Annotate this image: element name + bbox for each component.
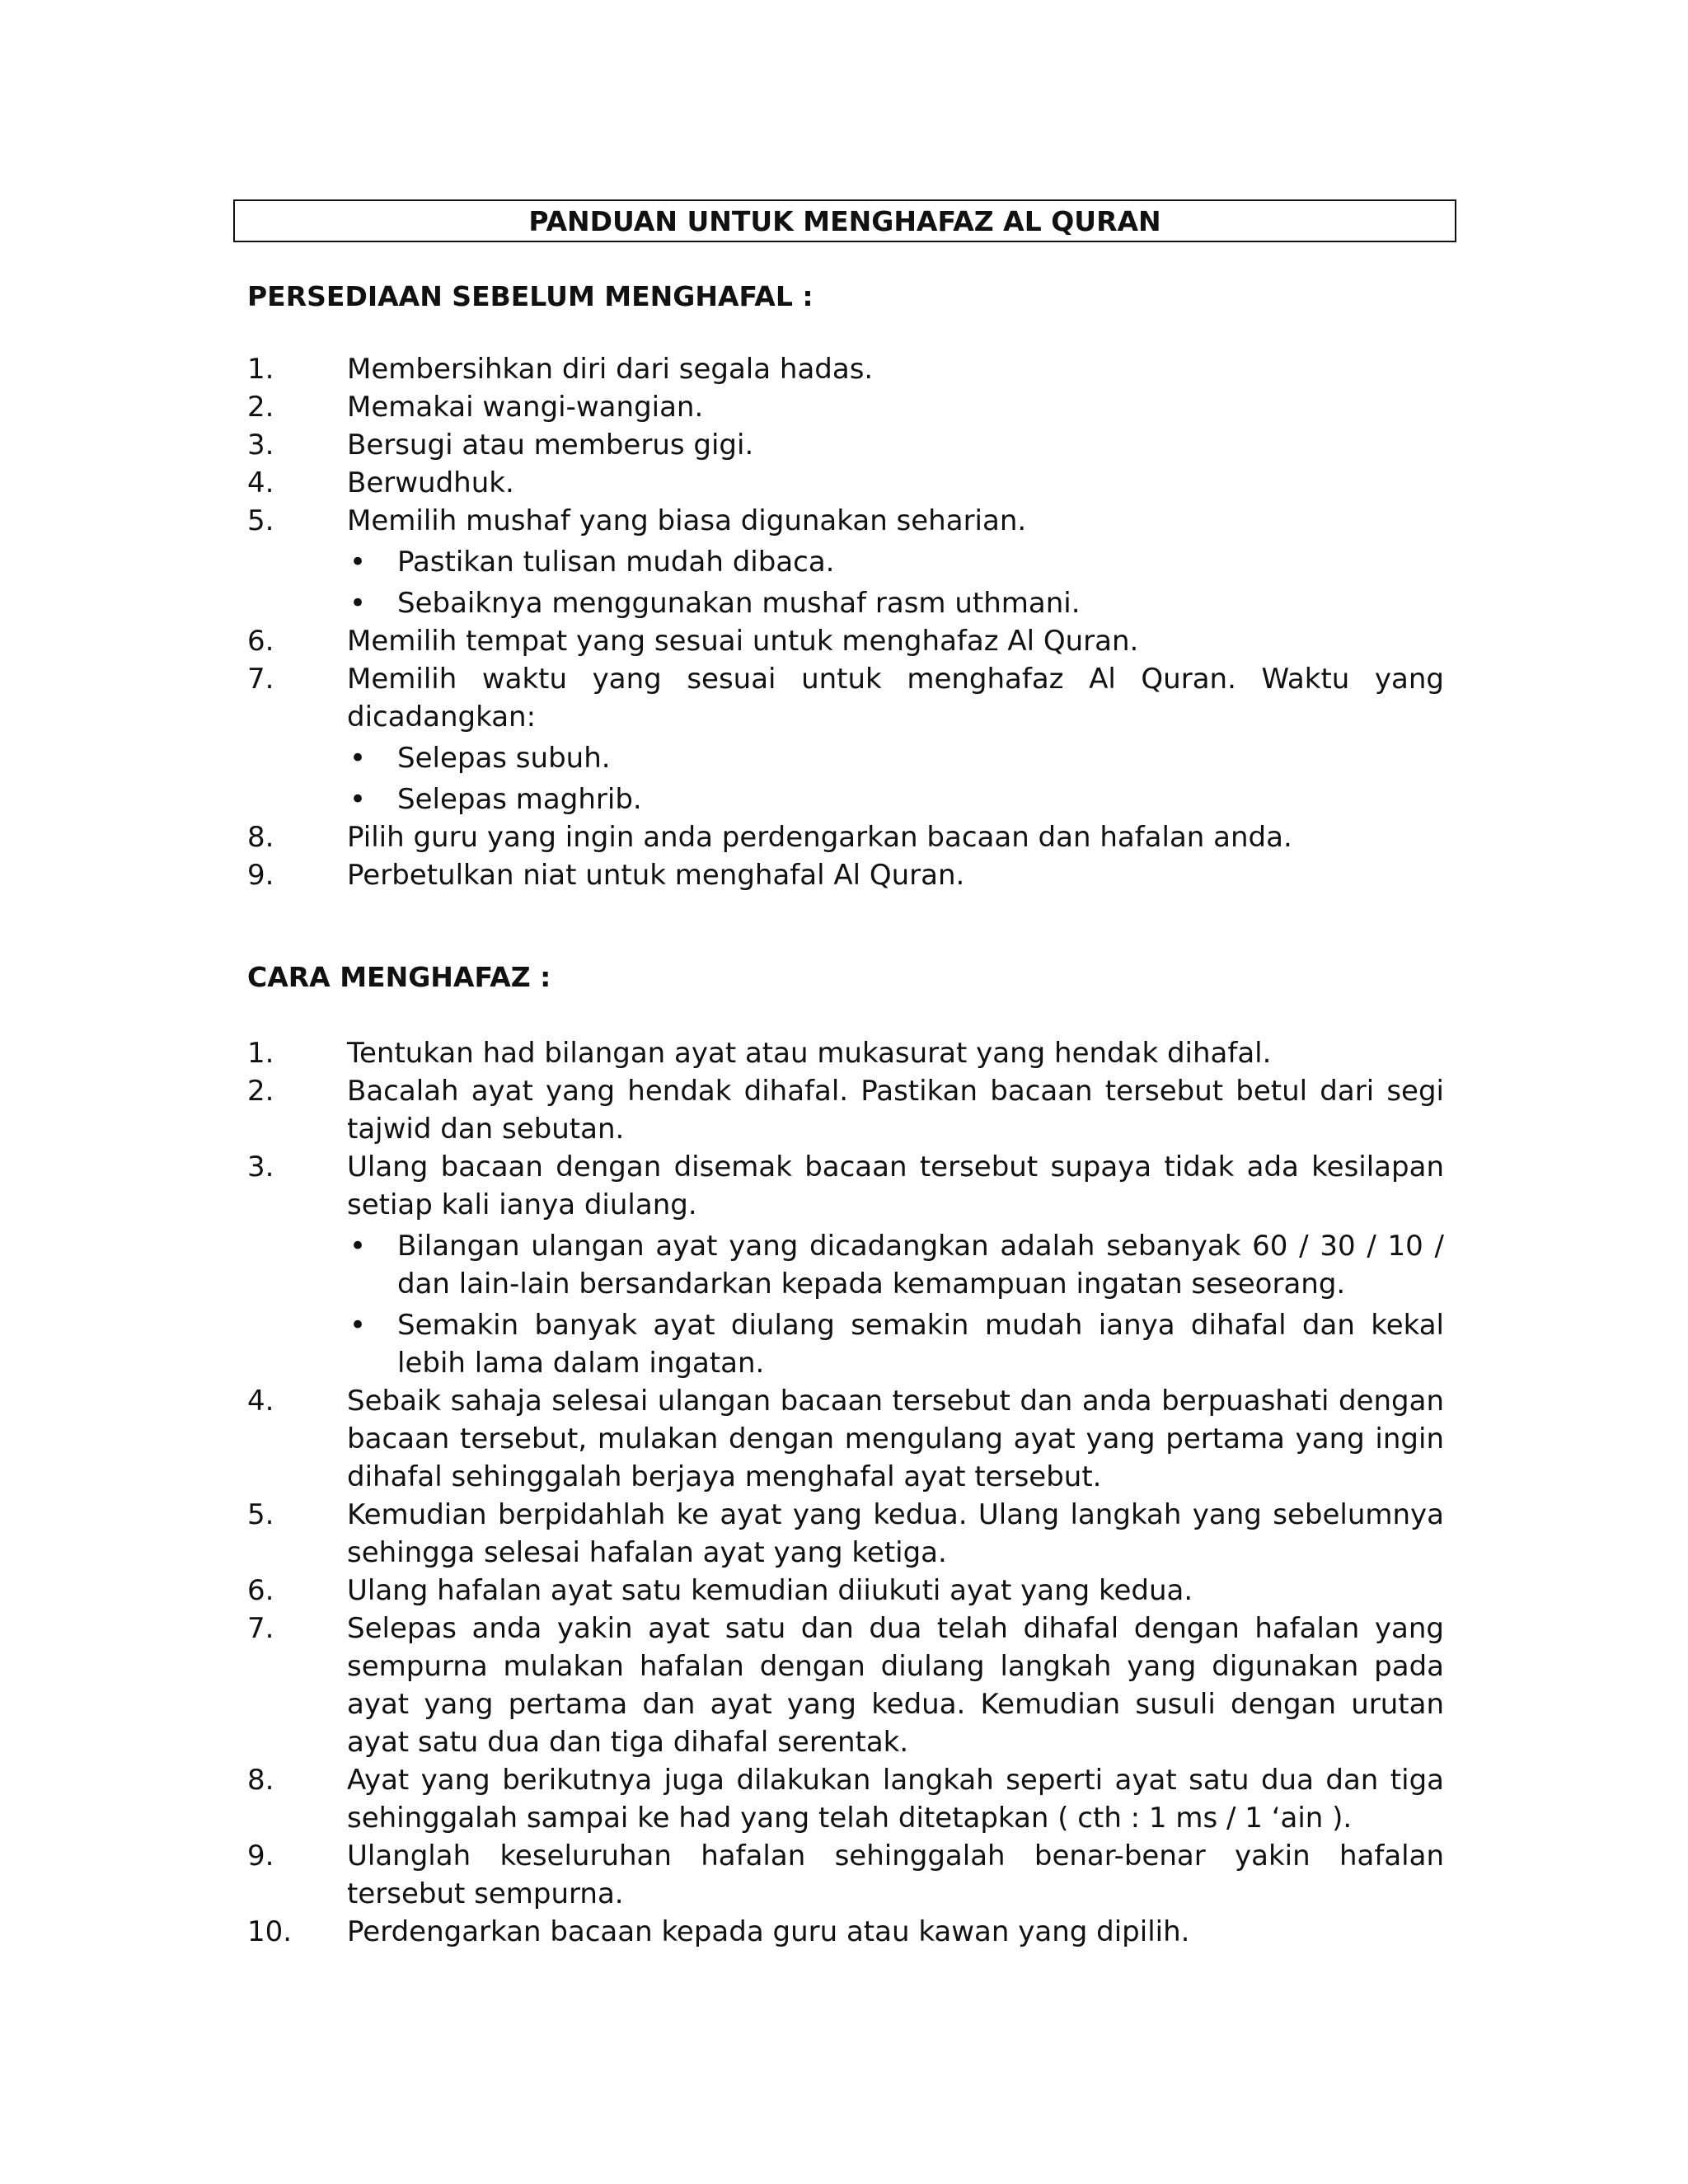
- list-item: 1. Membersihkan diri dari segala hadas.: [247, 353, 874, 386]
- bullet-icon: •: [349, 742, 367, 775]
- list-item: 6. Memilih tempat yang sesuai untuk menghafaz Al Quran.: [247, 625, 1139, 658]
- list-item: 9. Perbetulkan niat untuk menghafal Al Quran.: [247, 859, 965, 892]
- list-item: 6. Ulang hafalan ayat satu kemudian diiukuti ayat yang kedua.: [247, 1574, 1193, 1607]
- document-title: PANDUAN UNTUK MENGHAFAZ AL QURAN: [528, 204, 1161, 237]
- list-item: 10. Perdengarkan bacaan kepada guru atau kawan yang dipilih.: [247, 1915, 1190, 1948]
- document-title-box: [233, 199, 1456, 242]
- section-heading-cara: CARA MENGHAFAZ :: [247, 961, 551, 993]
- bullet-item: • Pastikan tulisan mudah dibaca.: [247, 543, 1444, 581]
- list-item: 4. Berwudhuk.: [247, 466, 514, 499]
- bullet-icon: •: [349, 1230, 367, 1263]
- list-item: 3. Bersugi atau memberus gigi.: [247, 429, 754, 462]
- list-item: 4. Sebaik sahaja selesai ulangan bacaan tersebut dan anda berpuashati dengan bacaan tersebut, mulakan dengan mengulang ayat yang pertama yang ingin dihafal sehinggalah berjaya menghafal ayat tersebut.: [247, 1385, 1444, 1493]
- section-heading-persediaan: PERSEDIAAN SEBELUM MENGHAFAL :: [247, 280, 814, 312]
- list-item: 1. Tentukan had bilangan ayat atau mukasurat yang hendak dihafal.: [247, 1037, 1272, 1070]
- bullet-icon: •: [349, 783, 367, 816]
- bullet-item: • Bilangan ulangan ayat yang dicadangkan adalah sebanyak 60 / 30 / 10 / dan lain-lain bersandarkan kepada kemampuan ingatan seseorang.: [247, 1227, 1444, 1303]
- list-item: 5. Kemudian berpidahlah ke ayat yang kedua. Ulang langkah yang sebelumnya sehingga selesai hafalan ayat yang ketiga.: [247, 1498, 1444, 1569]
- list-item: 2. Memakai wangi-wangian.: [247, 391, 704, 424]
- list-item: 5. Memilih mushaf yang biasa digunakan seharian.: [247, 504, 1027, 537]
- bullet-item: • Selepas subuh.: [247, 739, 1444, 777]
- bullet-icon: •: [349, 1309, 367, 1342]
- bullet-item: • Semakin banyak ayat diulang semakin mudah ianya dihafal dan kekal lebih lama dalam ingatan.: [247, 1306, 1444, 1382]
- list-item: 2. Bacalah ayat yang hendak dihafal. Pastikan bacaan tersebut betul dari segi tajwid dan sebutan.: [247, 1075, 1444, 1146]
- bullet-item: • Selepas maghrib.: [247, 780, 1444, 818]
- bullet-icon: •: [349, 546, 367, 579]
- bullet-item: • Sebaiknya menggunakan mushaf rasm uthmani.: [247, 584, 1444, 622]
- list-item: 7. Memilih waktu yang sesuai untuk menghafaz Al Quran. Waktu yang dicadangkan:: [247, 663, 1444, 733]
- list-item: 3. Ulang bacaan dengan disemak bacaan tersebut supaya tidak ada kesilapan setiap kali ianya diulang.: [247, 1151, 1444, 1221]
- list-item: 8. Pilih guru yang ingin anda perdengarkan bacaan dan hafalan anda.: [247, 821, 1292, 854]
- list-item: 8. Ayat yang berikutnya juga dilakukan langkah seperti ayat satu dua dan tiga sehinggalah sampai ke had yang telah ditetapkan ( cth : 1 ms / 1 ‘ain ).: [247, 1764, 1444, 1835]
- bullet-icon: •: [349, 587, 367, 620]
- cara-list: [247, 1034, 1444, 1951]
- list-item: 7. Selepas anda yakin ayat satu dan dua telah dihafal dengan hafalan yang sempurna mulakan hafalan dengan diulang langkah yang digunakan pada ayat yang pertama dan ayat yang kedua. Kemudian susuli dengan urutan ayat satu dua dan tiga dihafal serentak.: [247, 1612, 1444, 1759]
- list-item: 9. Ulanglah keseluruhan hafalan sehinggalah benar-benar yakin hafalan tersebut sempurna.: [247, 1840, 1444, 1910]
- persediaan-list: [247, 350, 1444, 894]
